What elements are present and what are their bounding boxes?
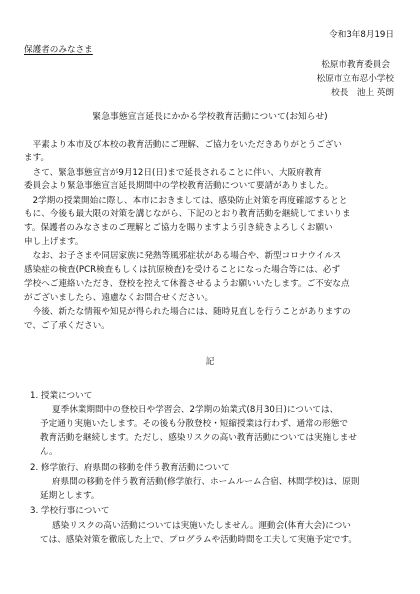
item-line: 夏季休業期間中の登校日や学習会、2学期の始業式(8月30日)については、 <box>52 405 339 415</box>
date: 令和3年8月19日 <box>329 30 394 40</box>
body-line: 感染症の検査(PCR検査もしくは抗原検査)を受けることになった場合等には、必ず <box>24 265 341 275</box>
sender-school: 松原市立布忍小学校 <box>316 74 394 84</box>
item-line: 予定通り実施いたします。その後も分散登校・短縮授業は行わず、通常の形態で <box>40 419 349 429</box>
sender-org: 松原市教育委員会 <box>321 60 390 70</box>
body-line: で、ご了承ください。 <box>24 321 110 331</box>
item-heading: 3. 学校行事について <box>30 506 110 516</box>
item-line: 府県間の移動を伴う教育活動(修学旅行、ホームルーム合宿、林間学校)は、原則 <box>52 477 360 487</box>
body-line: 平素より本市及び本校の教育活動にご理解、ご協力をいただきありがとうござい <box>24 140 342 150</box>
body-line: なお、お子さまや同居家族に発熱等風邪症状がある場合や、新型コロナウイルス <box>24 251 342 261</box>
body-line: もに、今後も最大限の対策を講じながら、下記のとおり教育活動を継続してまいりま <box>24 209 351 219</box>
body-line: 学校へご連絡いただき、登校を控えて休養させるようお願いいたします。ご不安な点 <box>24 279 350 289</box>
body-line: さて、緊急事態宣言が9月12日(日)まで延長されることに伴い、大阪府教育 <box>24 168 322 178</box>
sender-principal: 校長 池上 英朗 <box>331 88 394 98</box>
body-line: す。保護者のみなさまのご理解とご協力を賜りますよう引き続きよろしくお願い <box>24 223 333 233</box>
item-heading: 1. 授業について <box>30 391 93 401</box>
body-line: 2学期の授業開始に際し、本市におきましては、感染防止対策を再度確認するとと <box>24 196 348 206</box>
body-line: 申し上げます。 <box>24 237 84 247</box>
document-title: 緊急事態宣言延長にかかる学校教育活動について(お知らせ) <box>92 112 328 122</box>
item-line: 教育活動を継続します。ただし、感染リスクの高い教育活動については実施しませ <box>40 433 357 443</box>
item-line: ては、感染対策を徹底した上で、プログラムや活動時間を工夫して実施予定です。 <box>40 535 358 545</box>
recipient: 保護者のみなさま <box>24 45 93 55</box>
body-line: 委員会より緊急事態宣言延長期間中の学校教育活動について要請がありました。 <box>24 181 334 191</box>
item-line: 延期とします。 <box>40 491 100 501</box>
item-heading: 2. 修学旅行、府県間の移動を伴う教育活動について <box>30 463 230 473</box>
body-line: 今後、新たな情報や知見が得られた場合には、随時見直しを行うことがありますの <box>24 307 351 317</box>
item-line: 感染リスクの高い活動については実施いたしません。運動会(体育大会)につい <box>52 521 351 531</box>
body-line: ます。 <box>24 153 50 163</box>
item-line: ん。 <box>40 447 58 457</box>
body-line: がございましたら、遠慮なくお問合せください。 <box>24 293 214 303</box>
ki-heading: 記 <box>205 357 215 367</box>
